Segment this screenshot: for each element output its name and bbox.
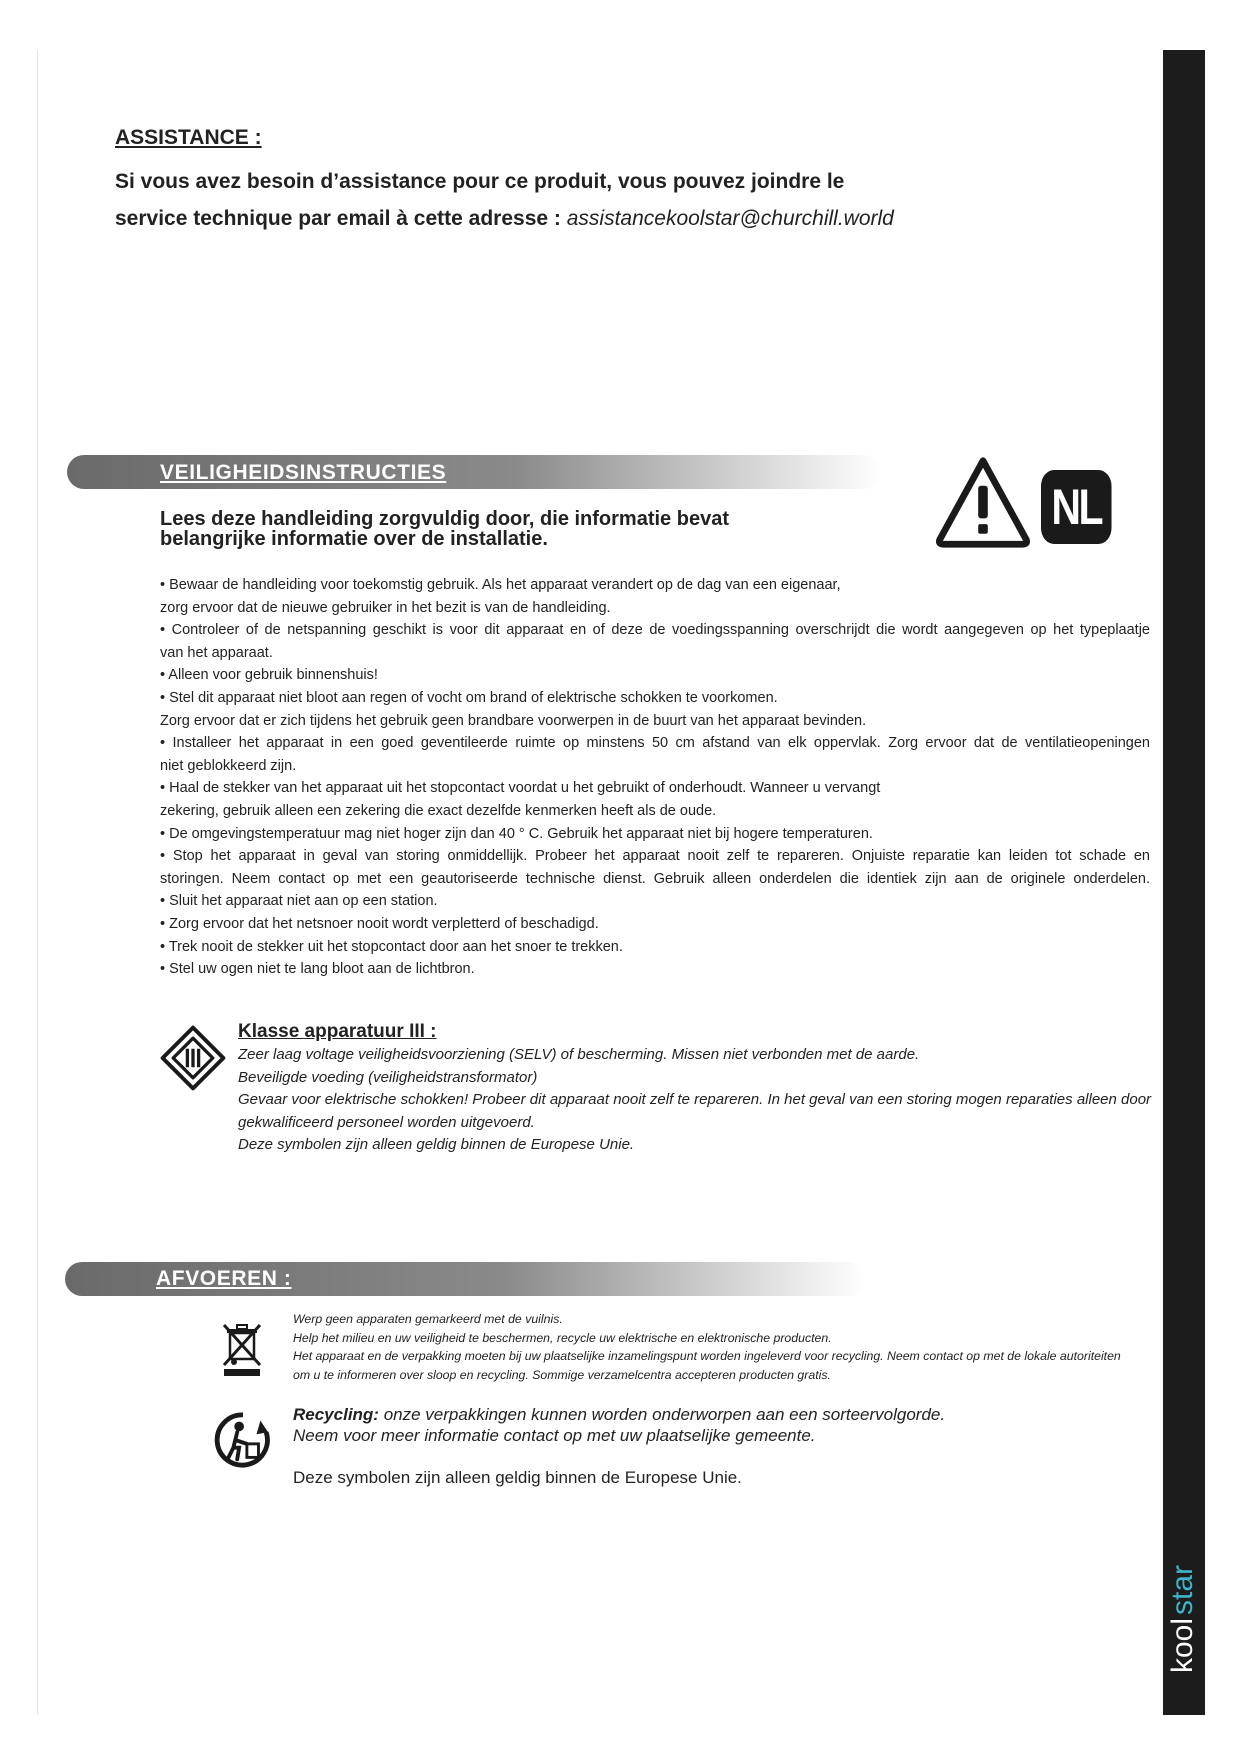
list-item: • Sluit het apparaat niet aan op een station. <box>160 893 438 910</box>
weee-bin-icon <box>222 1323 262 1377</box>
recycling-person-icon <box>214 1411 272 1469</box>
safety-instructions <box>160 574 1150 981</box>
disposal-heading: AFVOEREN : <box>156 1267 292 1290</box>
brand-name-part1: kool <box>1166 1617 1199 1673</box>
list-item: • Bewaar de handleiding voor toekomstig gebruik. Als het apparaat verandert op de dag van een eigenaar, <box>160 577 841 593</box>
recycling-text: Recycling: onze verpakkingen kunnen worden onderworpen aan een sorteervolgorde. Neem voor meer informatie contact op met uw plaatselijke gemeente. <box>293 1405 946 1445</box>
warning-icon <box>935 455 1031 551</box>
safety-heading: VEILIGHEIDSINSTRUCTIES <box>160 461 447 484</box>
assistance-email: assistancekoolstar@churchill.world <box>566 207 894 230</box>
list-item: Zorg ervoor dat er zich tijdens het gebruik geen brandbare voorwerpen in de buurt van het apparaat bevinden. <box>160 712 867 729</box>
brand-sidebar <box>1163 50 1205 1715</box>
list-item: storingen. Neem contact op met een geautoriseerde technische dienst. Gebruik alleen onderdelen die identiek zijn aan de originele onderdelen. <box>160 870 1150 887</box>
assistance-line-1: Si vous avez besoin d’assistance pour ce produit, vous pouvez joindre le <box>115 170 845 193</box>
recycling-label: Recycling: <box>293 1405 379 1424</box>
page-margin-rule <box>37 50 38 1715</box>
class-iii-description: Zeer laag voltage veiligheidsvoorziening (SELV) of bescherming. Missen niet verbonden met de aarde. Beveiligde voeding (veiligheidstransformator) Gevaar voor elektrische schokken! Probeer dit apparaat nooit zelf te repareren. In het geval van een storing mogen reparaties alleen door gekwalificeerd personeel worden uitgevoerd. Deze symbolen zijn alleen geldig binnen de Europese Unie. <box>238 1046 1152 1153</box>
list-item: • Stop het apparaat in geval van storing onmiddellijk. Probeer het apparaat nooit zelf te repareren. Onjuiste reparatie kan leiden tot schade en <box>160 848 1150 865</box>
list-item: • Stel dit apparaat niet bloot aan regen of vocht om brand of elektrische schokken te voorkomen. <box>160 689 778 706</box>
list-item: • Alleen voor gebruik binnenshuis! <box>160 667 378 684</box>
list-item: niet geblokkeerd zijn. <box>160 757 297 774</box>
assistance-title: ASSISTANCE : <box>115 126 262 149</box>
list-item: • Haal de stekker van het apparaat uit het stopcontact voordat u het gebruikt of onderhoudt. Wanneer u vervangt <box>160 780 881 797</box>
list-item: • Installeer het apparaat in een goed geventileerde ruimte op minstens 50 cm afstand van elk oppervlak. Zorg ervoor dat de ventilatieopeningen <box>160 735 1150 752</box>
koolstar-logo-mark <box>1158 1545 1210 1675</box>
list-item: zorg ervoor dat de nieuwe gebruiker in het bezit is van de handleiding. <box>160 599 611 616</box>
class-iii-icon <box>160 1025 226 1091</box>
safety-lead: Lees deze handleiding zorgvuldig door, die informatie bevat belangrijke informatie over de installatie. <box>160 508 729 550</box>
list-item: • De omgevingstemperatuur mag niet hoger zijn dan 40 ° C. Gebruik het apparaat niet bij hogere temperaturen. <box>160 825 873 842</box>
assistance-text <box>115 163 1115 237</box>
eu-validity-note: Deze symbolen zijn alleen geldig binnen de Europese Unie. <box>293 1468 742 1487</box>
list-item: • Trek nooit de stekker uit het stopcontact door aan het snoer te trekken. <box>160 938 623 955</box>
list-item: • Zorg ervoor dat het netsnoer nooit wordt verpletterd of beschadigd. <box>160 915 599 932</box>
list-item: • Controleer of de netspanning geschikt is voor dit apparaat en of deze de voedingsspanning overschrijdt die wordt aangegeven op het typeplaatje <box>160 622 1150 639</box>
list-item: van het apparaat. <box>160 644 273 661</box>
assistance-line-2: service technique par email à cette adresse : assistancekoolstar@churchill.world <box>115 207 894 230</box>
list-item: zekering, gebruik alleen een zekering die exact dezelfde kenmerken heeft als de oude. <box>160 802 717 819</box>
class-iii-title: Klasse apparatuur III : <box>238 1021 437 1042</box>
weee-description: Werp geen apparaten gemarkeerd met de vuilnis. Help het milieu en uw veiligheid te beschermen, recycle uw elektrische en elektronische producten. Het apparaat en de verpakking moeten bij uw plaatselijke inzamelingspunt worden ingeleverd voor recycling. Neem contact op met de lokale autoriteiten om u te informeren over sloop en recycling. Sommige verzamelcentra accepteren producten gratis. <box>293 1312 1121 1382</box>
language-badge: NL <box>1041 470 1112 544</box>
list-item: • Stel uw ogen niet te lang bloot aan de lichtbron. <box>160 961 475 978</box>
brand-name-part2: star <box>1166 1564 1199 1615</box>
